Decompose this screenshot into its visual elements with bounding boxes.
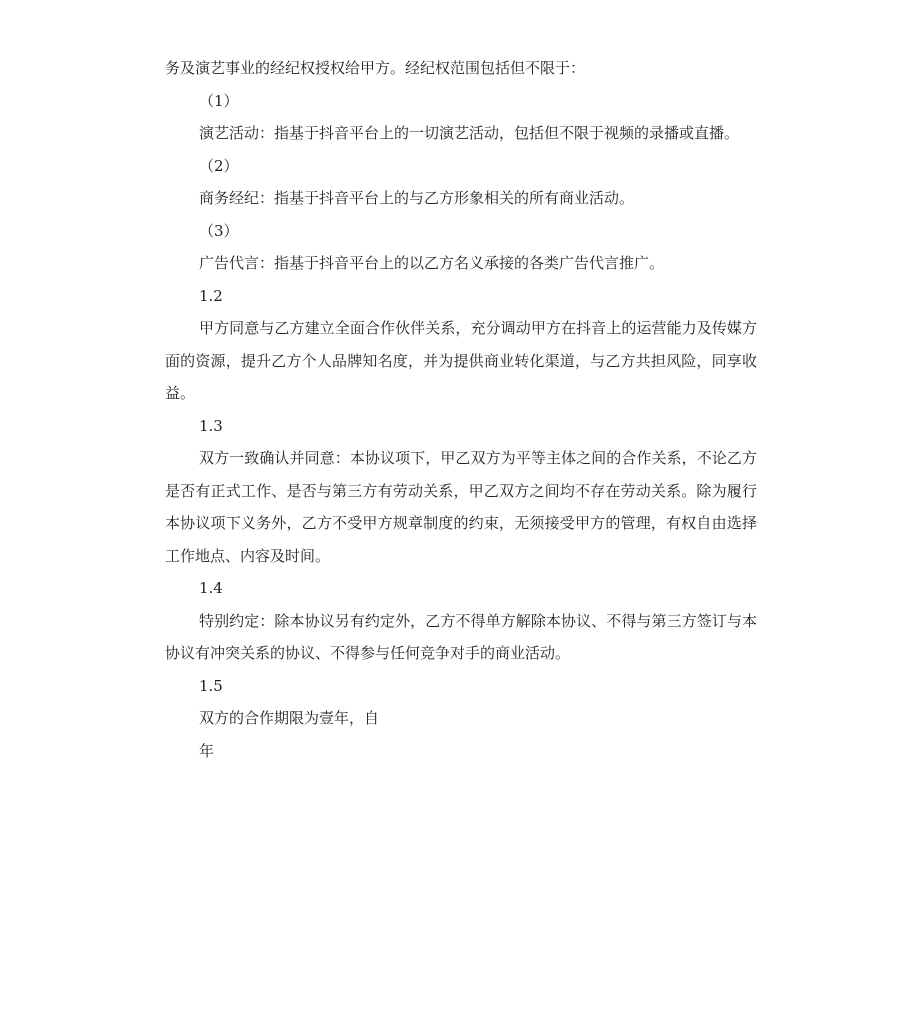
paragraph-year: 年 xyxy=(199,741,215,760)
paragraph-performance: 演艺活动：指基于抖音平台上的一切演艺活动，包括但不限于视频的录播或直播。 xyxy=(199,124,740,142)
document-body xyxy=(165,52,757,767)
clause-number-1-2: 1.2 xyxy=(199,286,223,305)
paragraph-intro: 务及演艺事业的经纪权授权给甲方。经纪权范围包括但不限于： xyxy=(165,59,586,77)
clause-number-1-5: 1.5 xyxy=(199,676,223,695)
paragraph-clause-1-3: 双方一致确认并同意：本协议项下，甲乙双方为平等主体之间的合作关系，不论乙方是否有正式工作、是否与第三方有劳动关系，甲乙双方之间均不存在劳动关系。除为履行本协议项下义务外，乙方不受甲方规章制度的约束，无须接受甲方的管理，有权自由选择工作地点、内容及时间。 xyxy=(165,449,757,565)
paragraph-clause-1-5: 双方的合作期限为壹年，自 xyxy=(199,709,380,727)
item-number-2: （2） xyxy=(199,156,239,175)
clause-number-1-3: 1.3 xyxy=(199,416,223,435)
paragraph-advertising: 广告代言：指基于抖音平台上的以乙方名义承接的各类广告代言推广。 xyxy=(199,254,665,272)
item-number-1: （1） xyxy=(199,91,239,110)
clause-number-1-4: 1.4 xyxy=(199,579,223,597)
item-number-3: （3） xyxy=(199,221,239,240)
paragraph-business: 商务经纪：指基于抖音平台上的与乙方形象相关的所有商业活动。 xyxy=(199,189,635,207)
paragraph-clause-1-2: 甲方同意与乙方建立全面合作伙伴关系，充分调动甲方在抖音上的运营能力及传媒方面的资源，提升乙方个人品牌知名度，并为提供商业转化渠道，与乙方共担风险，同享收益。 xyxy=(165,319,757,402)
paragraph-clause-1-4: 特别约定：除本协议另有约定外，乙方不得单方解除本协议、不得与第三方签订与本协议有冲突关系的协议、不得参与任何竞争对手的商业活动。 xyxy=(165,611,757,662)
